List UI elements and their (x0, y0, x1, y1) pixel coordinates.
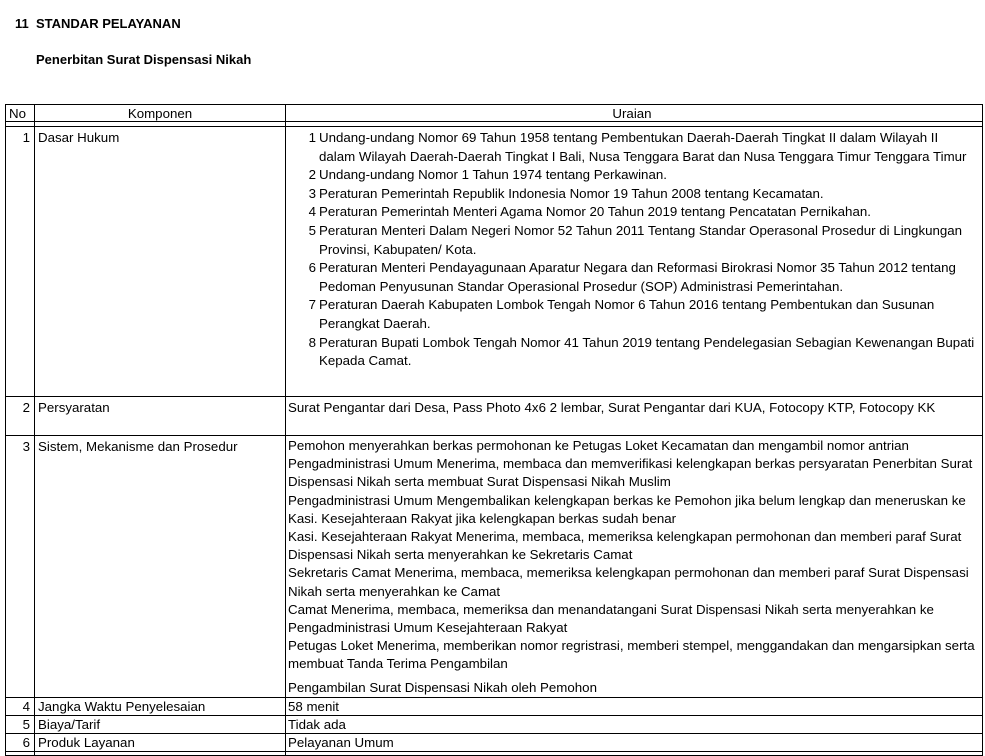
law-item (292, 185, 978, 204)
spacer-cell (34, 122, 285, 126)
procedure-step: Sekretaris Camat Menerima, membaca, memeriksa kelengkapan permohonan dan memberi paraf Surat Dispensasi Nikah serta menyerahkan ke Camat (288, 565, 969, 599)
law-text: Peraturan Menteri Pendayagunaan Aparatur Negara dan Reformasi Birokrasi Nomor 35 Tahun 2012 tentang Pedoman Penyusunan Standar Operasional Prosedur (SOP) Administrasi Pemerintahan. (319, 260, 956, 294)
procedure-step: Pengambilan Surat Dispensasi Nikah oleh Pemohon (288, 679, 597, 695)
law-text: Peraturan Menteri Dalam Negeri Nomor 52 Tahun 2011 Tentang Standar Operasonal Prosedur di Lingkungan Provinsi, Kabupaten/ Kota. (319, 222, 963, 257)
table-row (5, 734, 983, 752)
row-number: 3 (22, 439, 30, 454)
procedure-step: Kasi. Kesejahteraan Rakyat Menerima, membaca, memeriksa kelengkapan permohonan dan memberi paraf Surat Dispensasi Nikah serta menyerahkan ke Sekretaris Camat (288, 529, 962, 563)
law-item (292, 259, 978, 296)
law-text: Peraturan Daerah Kabupaten Lombok Tengah Nomor 6 Tahun 2016 tentang Pembentukan dan Susunan Perangkat Daerah. (319, 297, 935, 331)
law-item (292, 334, 978, 371)
table-row (5, 716, 983, 734)
spacer-cell (6, 122, 34, 126)
law-number: 8 (308, 334, 316, 350)
law-number: 5 (308, 222, 316, 238)
row-uraian: 58 menit (285, 698, 982, 715)
law-item (292, 222, 978, 259)
law-number: 1 (308, 130, 316, 145)
row-komponen: Produk Layanan (34, 734, 285, 751)
law-item (292, 296, 978, 333)
law-number: 6 (308, 260, 316, 276)
row-number: 1 (22, 130, 30, 145)
row-komponen: Persyaratan (34, 397, 285, 435)
service-standard-table (5, 104, 983, 756)
law-text: Undang-undang Nomor 69 Tahun 1958 tentang Pembentukan Daerah-Daerah Tingkat II dalam Wilayah II dalam Wilayah Daerah-Daerah Tingkat I Bali, Nusa Tenggara Barat dan Nusa Tenggara Timur Tenggara Timur (319, 130, 967, 164)
section-number: 11 (15, 16, 29, 31)
header-komponen: Komponen (34, 105, 285, 121)
law-text: Undang-undang Nomor 1 Tahun 1974 tentang Perkawinan. (319, 167, 667, 183)
procedure-step: Pengadministrasi Umum Mengembalikan kelengkapan berkas ke Pemohon jika belum lengkap dan meneruskan ke Kasi. Kesejahteraan Rakyat jika kelengkapan berkas sudah benar (288, 492, 966, 526)
header-no: No (9, 106, 26, 121)
law-number: 3 (308, 185, 316, 201)
row-number: 6 (22, 735, 30, 750)
law-text: Peraturan Pemerintah Menteri Agama Nomor 20 Tahun 2019 tentang Pencatatan Pernikahan. (319, 204, 871, 220)
procedure-step: Pengadministrasi Umum Menerima, membaca dan memverifikasi kelengkapan berkas persyaratan Penerbitan Surat Dispensasi Nikah serta membuat Surat Dispensasi Nikah Muslim (288, 456, 973, 490)
procedure-step: Camat Menerima, membaca, memeriksa dan menandatangani Surat Dispensasi Nikah serta menyerahkan ke Pengadministrasi Umum Kesejahteraan Rakyat (288, 601, 934, 636)
row-komponen: Jangka Waktu Penyelesaian (34, 698, 285, 715)
law-number: 7 (308, 297, 316, 313)
table-row (5, 397, 983, 436)
spacer-cell (285, 122, 982, 126)
procedure-steps (285, 436, 982, 697)
law-item (292, 166, 978, 185)
legal-basis-list (285, 127, 982, 396)
law-item (292, 129, 978, 166)
row-uraian: Pelayanan Umum (285, 734, 982, 751)
row-number: 2 (22, 400, 30, 415)
row-uraian: Tidak ada (285, 716, 982, 733)
procedure-step: Petugas Loket Menerima, memberikan nomor regristrasi, memberi stempel, menggandakan dan mengarsipkan serta membuat Tanda Terima Pengambilan (288, 638, 975, 672)
service-subtitle: Penerbitan Surat Dispensasi Nikah (36, 52, 252, 67)
law-text: Peraturan Bupati Lombok Tengah Nomor 41 Tahun 2019 tentang Pendelegasian Sebagian Kewenangan Bupati Kepada Camat. (319, 334, 975, 369)
law-number: 4 (308, 204, 316, 220)
row-komponen: Dasar Hukum (34, 127, 285, 396)
row-komponen: Biaya/Tarif (34, 716, 285, 733)
table-row (5, 436, 983, 698)
row-komponen: Sistem, Mekanisme dan Prosedur (34, 436, 285, 697)
law-number: 2 (308, 167, 316, 183)
section-heading (15, 16, 181, 31)
law-text: Peraturan Pemerintah Republik Indonesia Nomor 19 Tahun 2008 tentang Kecamatan. (319, 185, 824, 201)
row-uraian: Surat Pengantar dari Desa, Pass Photo 4x6 2 lembar, Surat Pengantar dari KUA, Fotocopy KTP, Fotocopy KK (285, 397, 982, 435)
row-number: 5 (22, 717, 30, 732)
section-title: STANDAR PELAYANAN (36, 16, 181, 31)
row-number: 4 (22, 699, 30, 714)
table-row (5, 127, 983, 397)
header-uraian: Uraian (285, 105, 982, 121)
procedure-step: Pemohon menyerahkan berkas permohonan ke Petugas Loket Kecamatan dan mengambil nomor antrian (288, 438, 909, 453)
law-item (292, 203, 978, 222)
table-row (5, 698, 983, 716)
table-row-partial (5, 752, 983, 756)
table-header-row (5, 104, 983, 122)
